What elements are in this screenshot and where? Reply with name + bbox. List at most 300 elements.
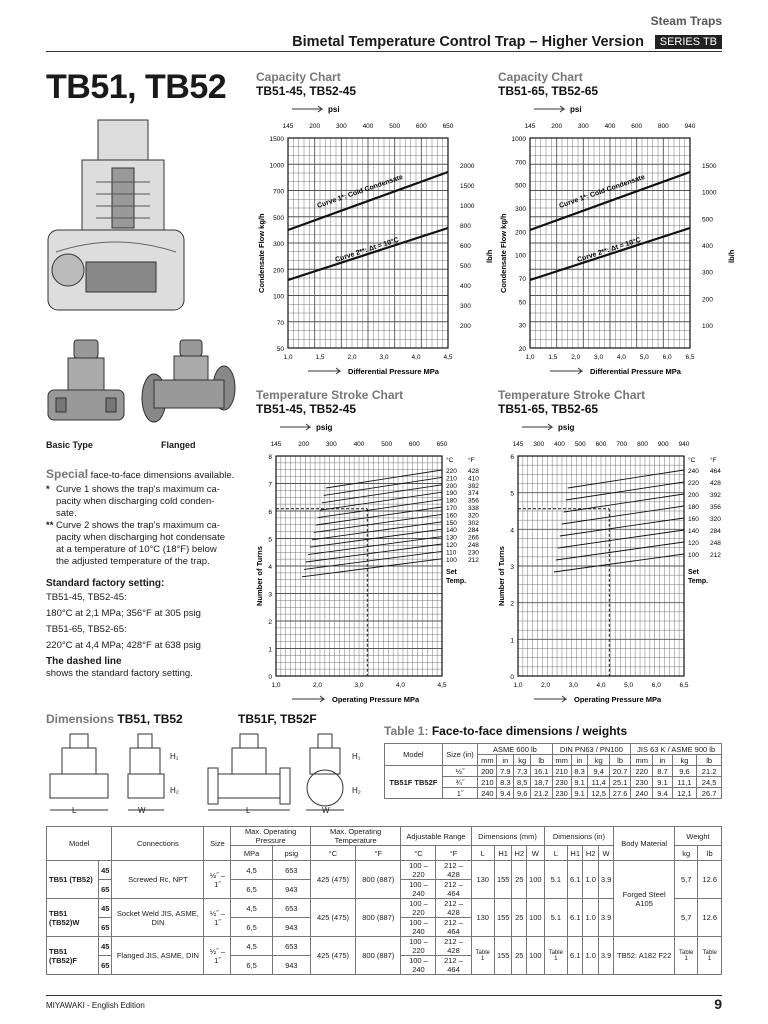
top-tick-label: 650 [436, 441, 448, 448]
bottom-tick-label: 6,5 [679, 682, 689, 689]
fahrenheit-value: 212 [710, 552, 721, 559]
table-row [385, 766, 722, 777]
y-axis-label-right: lb/h [485, 249, 494, 263]
top-unit-label: psi [570, 105, 582, 114]
fahrenheit-value: 284 [710, 528, 721, 535]
pressure-mpa-cell: 6,5 [231, 880, 272, 899]
left-tick-label: 3 [510, 564, 514, 571]
right-tick-label: 400 [460, 283, 471, 290]
top-tick-label: 600 [631, 123, 643, 130]
left-tick-label: 6 [510, 454, 514, 461]
weight-kg-cell: 5,7 [674, 861, 697, 899]
top-unit-label: psig [558, 423, 575, 432]
fahrenheit-value: 230 [468, 549, 479, 557]
notes-block [46, 468, 242, 680]
chart-title: Capacity Chart [498, 70, 583, 84]
celsius-value: 200 [446, 482, 457, 490]
size-cell: ½˝ [442, 766, 478, 777]
unit-header: H1 [494, 846, 512, 861]
unit-header: kg [514, 755, 531, 766]
fahrenheit-value: 302 [468, 519, 479, 527]
top-tick-label: 400 [554, 441, 565, 448]
unit-header: MPa [231, 846, 272, 861]
capacity-chart-2-header [498, 70, 598, 98]
connections-cell: Screwed Rc, NPT [112, 861, 204, 899]
top-tick-label: 145 [282, 123, 294, 130]
arrow-icon [280, 424, 310, 430]
temperature-c-cell: 425 (475) [310, 937, 355, 975]
dimension-in-cell: 6.1 [568, 899, 583, 937]
temperature-f-cell: 800 (887) [356, 899, 401, 937]
dimension-mm-cell: 155 [494, 899, 512, 937]
curve2-text [56, 520, 225, 568]
dimension-in-cell: 5.1 [544, 899, 567, 937]
table-row [47, 937, 722, 956]
top-tick-label: 300 [325, 441, 337, 448]
unit-header: °F [436, 846, 471, 861]
left-tick-label: 300 [273, 241, 284, 248]
dim-label-l-flanged: L [246, 806, 251, 815]
celsius-value: 160 [446, 512, 457, 520]
table-cell: 230 [631, 777, 653, 788]
celsius-value: 140 [688, 528, 699, 535]
dim-label-h2: H₂ [170, 786, 179, 795]
table-cell: 9.1 [653, 777, 672, 788]
dimension-mm-cell: 130 [471, 899, 494, 937]
table-cell: 9,6 [672, 766, 697, 777]
bottom-tick-label: 4,0 [395, 682, 406, 689]
stroke-line [320, 492, 442, 510]
range-f-cell: 212 – 464 [436, 880, 471, 899]
table-cell: 12,1 [672, 788, 697, 799]
note-line: 220°C at 4,4 MPa; 428°F at 638 psig [46, 640, 201, 651]
temperature-c-cell: 425 (475) [310, 899, 355, 937]
right-tick-label: 300 [702, 269, 713, 277]
celsius-value: 130 [446, 534, 457, 542]
bottom-tick-label: 4,5 [443, 354, 453, 361]
capacity-chart-1-header [256, 70, 356, 98]
dimension-mm-cell: 155 [494, 861, 512, 899]
stroke-chart-2 [494, 418, 734, 706]
left-tick-label: 8 [268, 454, 272, 461]
unit-header: L [471, 846, 494, 861]
dimension-mm-cell: Table 1 [471, 937, 494, 975]
column-header: Max. Operating Temperature [310, 827, 401, 846]
right-tick-label: 1500 [702, 163, 717, 170]
celsius-value: 150 [446, 519, 457, 527]
left-tick-label: 2 [268, 619, 272, 626]
top-tick-label: 940 [684, 123, 696, 130]
table-cell: 9.1 [571, 788, 588, 799]
note-line: Curve 2 shows the trap's maximum ca- [56, 520, 220, 531]
dimension-in-cell: 1.0 [583, 937, 598, 975]
table-cell: 200 [478, 766, 497, 777]
table-cell: 9.4 [497, 788, 514, 799]
page-number: 9 [714, 996, 722, 1012]
table-header-row [385, 744, 722, 755]
stroke-line [568, 470, 684, 488]
bottom-tick-label: 4,0 [411, 354, 421, 361]
bottom-tick-label: 2,0 [571, 354, 581, 361]
celsius-value: 190 [446, 490, 457, 498]
dimension-drawings [40, 728, 370, 820]
bottom-tick-label: 4,5 [437, 682, 447, 689]
model-cell: TB51F TB52F [385, 766, 443, 799]
cutaway-illustration [46, 112, 186, 334]
y-axis-label: Number of Turns [497, 546, 506, 606]
celsius-value: 180 [688, 504, 699, 511]
x-axis-label: Operating Pressure MPa [574, 695, 662, 704]
unit-header: lb [609, 755, 630, 766]
set-temp-label: Set [446, 569, 457, 577]
range-c-cell: 100 – 220 [401, 899, 436, 918]
top-tick-label: 200 [309, 123, 321, 130]
capacity-chart-1 [252, 100, 492, 382]
left-tick-label: 20 [518, 346, 526, 353]
dashed-heading: The dashed line [46, 656, 122, 667]
right-tick-label: 1500 [460, 183, 475, 190]
column-group-header: DIN PN63 / PN100 [552, 744, 631, 755]
range-f-cell: 212 – 428 [436, 899, 471, 918]
version-cell: 65 [99, 880, 112, 899]
dimension-mm-cell: 25 [512, 861, 527, 899]
fahrenheit-value: 374 [468, 490, 479, 498]
unit-header: in [497, 755, 514, 766]
weight-kg-cell: Table 1 [674, 937, 697, 975]
dim-label-w: W [138, 806, 146, 815]
dimension-mm-cell: 100 [527, 899, 545, 937]
top-tick-label: 500 [381, 441, 393, 448]
celsius-head: °C [688, 457, 696, 464]
arrow-icon [534, 696, 566, 702]
basic-type-caption: Basic Type [46, 440, 93, 450]
series-badge: SERIES TB [655, 35, 722, 49]
top-tick-label: 300 [533, 441, 545, 448]
set-temp-label: Set [688, 569, 699, 576]
unit-header: lb [698, 846, 722, 861]
bottom-tick-label: 5,0 [624, 682, 634, 689]
temperature-f-cell: 800 (887) [356, 861, 401, 899]
arrow-icon [534, 106, 564, 112]
left-tick-label: 100 [273, 293, 284, 301]
celsius-head: °C [446, 457, 454, 464]
top-tick-label: 200 [298, 441, 310, 448]
column-header: Dimensions (in) [544, 827, 614, 846]
range-c-cell: 100 – 240 [401, 880, 436, 899]
pressure-mpa-cell: 4,5 [231, 861, 272, 880]
weight-lb-cell: 12.6 [698, 861, 722, 899]
unit-header: H2 [512, 846, 527, 861]
dimension-in-cell: Table 1 [544, 937, 567, 975]
left-tick-label: 7 [268, 481, 272, 489]
bottom-tick-label: 2,0 [347, 354, 357, 361]
left-tick-label: 5 [510, 490, 514, 498]
pressure-psig-cell: 943 [272, 880, 310, 899]
dimension-mm-cell: 155 [494, 937, 512, 975]
right-tick-label: 800 [460, 223, 471, 230]
dimension-in-cell: 5.1 [544, 861, 567, 899]
x-axis-label: Differential Pressure MPa [348, 367, 439, 376]
right-tick-label: 100 [702, 323, 713, 330]
table-cell: 18,7 [531, 777, 552, 788]
note-line: pacity when discharging hot condensate [56, 532, 226, 543]
stroke-chart-2-header [498, 388, 645, 416]
table1-title: Table 1: Face-to-face dimensions / weights [384, 724, 628, 738]
chart-title: Capacity Chart [256, 70, 341, 84]
page-header-title: Bimetal Temperature Control Trap – Higher Version [292, 34, 644, 50]
bottom-tick-label: 2,0 [541, 682, 551, 689]
range-f-cell: 212 – 464 [436, 956, 471, 975]
top-tick-label: 400 [353, 441, 365, 448]
arrow-icon [308, 368, 340, 374]
left-tick-label: 500 [273, 214, 284, 222]
table-cell: 240 [631, 788, 653, 799]
fahrenheit-value: 428 [468, 468, 479, 475]
top-tick-label: 200 [551, 123, 563, 130]
right-tick-label: 500 [460, 263, 471, 270]
bottom-tick-label: 1,0 [283, 354, 293, 361]
fahrenheit-value: 428 [710, 480, 721, 487]
left-tick-label: 30 [518, 322, 526, 330]
capacity-chart-2 [494, 100, 734, 382]
unit-header: lb [531, 755, 552, 766]
stroke-line [566, 482, 684, 500]
celsius-value: 200 [688, 492, 699, 499]
bottom-tick-label: 1,0 [271, 682, 281, 689]
range-f-cell: 212 – 464 [436, 918, 471, 937]
column-header: Max. Operating Pressure [231, 827, 310, 846]
unit-header: kg [672, 755, 697, 766]
celsius-value: 120 [446, 542, 457, 549]
right-tick-label: 200 [702, 296, 713, 304]
dimension-mm-cell: 25 [512, 937, 527, 975]
size-cell: ½˝ – 1˝ [204, 937, 231, 975]
table-cell: 16.1 [531, 766, 552, 777]
unit-header: H2 [583, 846, 598, 861]
right-tick-label: 2000 [460, 163, 475, 170]
dim-label-h2-flanged: H₂ [352, 786, 361, 795]
size-cell: ½˝ – 1˝ [204, 899, 231, 937]
column-header: Model [385, 744, 443, 766]
flanged-photo [140, 338, 236, 428]
special-note: Special face-to-face dimensions available. [46, 467, 235, 481]
footer-rule [46, 995, 722, 996]
unit-header: °C [310, 846, 355, 861]
celsius-value: 240 [688, 468, 699, 475]
left-tick-label: 5 [268, 536, 272, 544]
fahrenheit-value: 212 [468, 556, 479, 564]
curve2-note: ** Curve 2 shows the trap's maximum ca- pacity when discharging hot condensate at a temperature of 10°C (18°F) below the adjusted temperature of the trap. [46, 520, 226, 567]
range-c-cell: 100 – 220 [401, 937, 436, 956]
table-cell: 210 [552, 766, 571, 777]
celsius-value: 100 [688, 552, 699, 559]
stroke-line [304, 551, 442, 569]
fahrenheit-value: 392 [710, 492, 721, 499]
left-tick-label: 300 [515, 206, 526, 213]
unit-header: L [544, 846, 567, 861]
body-material-cell: TB52: A182 F22 [614, 937, 675, 975]
table-cell: 12,5 [588, 788, 609, 799]
factory-heading: Standard factory setting: [46, 578, 165, 589]
curve1-text [56, 484, 220, 520]
set-temp-label: Temp. [688, 578, 709, 585]
fahrenheit-value: 338 [468, 505, 479, 512]
table-cell: 27.6 [609, 788, 630, 799]
fahrenheit-head: °F [710, 457, 717, 464]
top-tick-label: 940 [678, 441, 690, 448]
note-line: 180°C at 2,1 MPa; 356°F at 305 psig [46, 608, 201, 619]
stroke-chart-1 [252, 418, 492, 706]
curve1-note: * Curve 1 shows the trap's maximum ca- pacity when discharging cold conden- sate. [46, 484, 220, 519]
left-tick-label: 0 [510, 674, 514, 681]
left-tick-label: 70 [276, 319, 284, 327]
table-header-row [47, 827, 722, 846]
stroke-chart-1-header [256, 388, 403, 416]
header-rule [46, 51, 722, 52]
unit-header: H1 [568, 846, 583, 861]
unit-header: kg [588, 755, 609, 766]
top-tick-label: 650 [442, 123, 454, 130]
dimension-mm-cell: 100 [527, 861, 545, 899]
model-cell: TB51 (TB52) [47, 861, 99, 899]
dimension-mm-cell: 130 [471, 861, 494, 899]
section-label: Steam Traps [650, 14, 722, 28]
dimension-in-cell: 3.9 [598, 899, 613, 937]
left-tick-label: 1000 [511, 136, 526, 143]
curve1-label: Curve 1*: Cold Condensate [316, 173, 404, 210]
fahrenheit-value: 284 [468, 527, 479, 535]
table-cell: 240 [478, 788, 497, 799]
pressure-psig-cell: 653 [272, 937, 310, 956]
chart-subtitle: TB51-65, TB52-65 [498, 84, 599, 98]
curve2-label: Curve 2**: Δt = 10°C [576, 236, 642, 264]
stroke-line [322, 485, 442, 503]
left-tick-label: 50 [518, 299, 526, 307]
fahrenheit-value: 356 [710, 504, 721, 511]
celsius-value: 140 [446, 527, 457, 535]
dim-label-h1-flanged: H₁ [352, 752, 361, 761]
left-tick-label: 200 [515, 229, 526, 237]
dashed-text: shows the standard factory setting. [46, 668, 193, 679]
weight-kg-cell: 5,7 [674, 899, 697, 937]
unit-header: psig [272, 846, 310, 861]
pressure-mpa-cell: 6,5 [231, 956, 272, 975]
table-cell: 8,5 [514, 777, 531, 788]
dimension-in-cell: 6.1 [568, 861, 583, 899]
size-cell: ½˝ – 1˝ [204, 861, 231, 899]
column-header: Dimensions (mm) [471, 827, 544, 846]
x-axis-label: Differential Pressure MPa [590, 367, 681, 376]
right-tick-label: 200 [460, 323, 471, 330]
top-tick-label: 300 [335, 123, 347, 130]
fahrenheit-value: 248 [710, 540, 721, 547]
table-cell: 7,3 [514, 766, 531, 777]
top-tick-label: 400 [604, 123, 616, 130]
table-cell: 26.7 [697, 788, 722, 799]
unit-header: °F [356, 846, 401, 861]
top-tick-label: 900 [657, 441, 669, 448]
right-tick-label: 400 [702, 243, 713, 250]
celsius-value: 180 [446, 497, 457, 505]
table-cell: 25.1 [609, 777, 630, 788]
column-header: Connections [112, 827, 204, 861]
stroke-line [326, 470, 442, 488]
top-tick-label: 300 [577, 123, 589, 130]
pressure-psig-cell: 653 [272, 861, 310, 880]
celsius-value: 210 [446, 475, 457, 483]
fahrenheit-value: 320 [710, 516, 721, 523]
table-cell: 9.1 [571, 777, 588, 788]
column-header: Adjustable Range [401, 827, 471, 846]
right-tick-label: 500 [702, 216, 713, 224]
unit-header: lb [697, 755, 722, 766]
bottom-tick-label: 3,0 [379, 354, 389, 361]
left-tick-label: 1 [268, 646, 272, 654]
chart-subtitle: TB51-65, TB52-65 [498, 402, 599, 416]
table-cell: 11,4 [588, 777, 609, 788]
column-header: Model [47, 827, 112, 861]
arrow-icon [292, 696, 324, 702]
fahrenheit-head: °F [468, 457, 475, 464]
left-tick-label: 3 [268, 591, 272, 599]
basic-type-photo [46, 338, 126, 428]
stroke-line [560, 518, 684, 536]
left-tick-label: 1 [510, 637, 514, 645]
connections-cell: Socket Weld JIS, ASME, DIN [112, 899, 204, 937]
weight-lb-cell: 12.6 [698, 899, 722, 937]
table-cell: 21.2 [697, 766, 722, 777]
bottom-tick-label: 3,0 [354, 682, 364, 689]
left-tick-label: 1500 [269, 136, 284, 143]
top-tick-label: 600 [415, 123, 427, 130]
dim-label-h1: H₁ [170, 752, 179, 761]
arrow-icon [292, 106, 322, 112]
table-cell: 9,6 [514, 788, 531, 799]
stroke-line [324, 477, 442, 495]
table-cell: 20.7 [609, 766, 630, 777]
top-tick-label: 700 [616, 441, 628, 448]
unit-header: W [527, 846, 545, 861]
bottom-tick-label: 4,0 [596, 682, 606, 689]
range-c-cell: 100 – 240 [401, 918, 436, 937]
bottom-tick-label: 3,0 [568, 682, 578, 689]
left-tick-label: 700 [273, 188, 284, 196]
right-tick-label: 600 [460, 243, 471, 250]
top-tick-label: 800 [657, 123, 669, 130]
factory-settings [46, 590, 242, 654]
dimension-in-cell: 3.9 [598, 937, 613, 975]
bottom-tick-label: 5,0 [639, 354, 649, 361]
column-header: Size (in) [442, 744, 478, 766]
fahrenheit-value: 266 [468, 534, 479, 542]
weight-lb-cell: Table 1 [698, 937, 722, 975]
connections-cell: Flanged JIS, ASME, DIN [112, 937, 204, 975]
celsius-value: 170 [446, 505, 457, 512]
x-axis-label: Operating Pressure MPa [332, 695, 420, 704]
top-tick-label: 500 [389, 123, 401, 130]
chart-subtitle: TB51-45, TB52-45 [256, 402, 357, 416]
top-tick-label: 400 [362, 123, 374, 130]
left-tick-label: 2 [510, 600, 514, 608]
right-tick-label: 1000 [460, 203, 475, 210]
fahrenheit-value: 410 [468, 475, 479, 483]
dimension-mm-cell: 100 [527, 937, 545, 975]
left-tick-label: 70 [518, 276, 526, 283]
left-tick-label: 0 [268, 674, 272, 681]
left-tick-label: 200 [273, 267, 284, 275]
stroke-line [564, 494, 684, 512]
table-cell: 230 [552, 788, 571, 799]
